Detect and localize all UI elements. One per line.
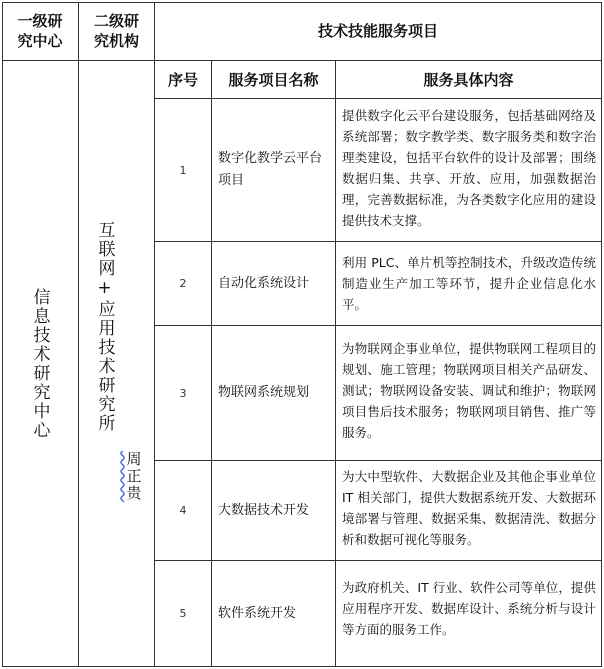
row-number: 5 <box>155 561 212 667</box>
person-name: 周正贵 <box>124 451 143 502</box>
institute-name: 互联网+应用技术研究所 <box>94 221 115 433</box>
row-content: 利用 PLC、单片机等控制技术，升级改造传统制造业生产加工等环节，提升企业信息化水平。 <box>336 242 602 326</box>
services-table <box>2 2 602 667</box>
row-number: 3 <box>155 326 212 461</box>
header-level1-center: 一级研 究中心 <box>2 2 79 61</box>
row-content: 提供数字化云平台建设服务，包括基础网络及系统部署；数字教学类、数字服务类和数字治理类建设，包括平台软件的设计及部署；围绕数据归集、共享、开放、应用，加强数据治理，完善数据标准，为各类数字化应用的建设提供技术支撑。 <box>336 99 602 242</box>
row-name: 大数据技术开发 <box>212 461 336 561</box>
header-services-title: 技术技能服务项目 <box>155 2 602 61</box>
header-seq: 序号 <box>155 61 212 99</box>
institute-cell <box>79 61 155 667</box>
row-name: 软件系统开发 <box>212 561 336 667</box>
row-number: 4 <box>155 461 212 561</box>
center-name: 信息技术研究中心 <box>29 287 50 440</box>
row-name: 物联网系统规划 <box>212 326 336 461</box>
row-name: 自动化系统设计 <box>212 242 336 326</box>
row-content: 为政府机关、IT 行业、软件公司等单位，提供应用程序开发、数据库设计、系统分析与设计等方面的服务工作。 <box>336 561 602 667</box>
row-content: 为物联网企事业单位，提供物联网工程项目的规划、施工管理；物联网项目相关产品研发、测试；物联网设备安装、调试和维护；物联网项目售后技术服务；物联网项目销售、推广等服务。 <box>336 326 602 461</box>
header-item-content: 服务具体内容 <box>336 61 602 99</box>
row-content: 为大中型软件、大数据企业及其他企事业单位 IT 相关部门，提供大数据系统开发、大数据环境部署与管理、数据采集、数据清洗、数据分析和数据可视化等服务。 <box>336 461 602 561</box>
header-level2-institute: 二级研 究机构 <box>79 2 155 61</box>
center-cell <box>2 61 79 667</box>
row-name: 数字化教学云平台项目 <box>212 99 336 242</box>
row-number: 1 <box>155 99 212 242</box>
row-number: 2 <box>155 242 212 326</box>
header-item-name: 服务项目名称 <box>212 61 336 99</box>
